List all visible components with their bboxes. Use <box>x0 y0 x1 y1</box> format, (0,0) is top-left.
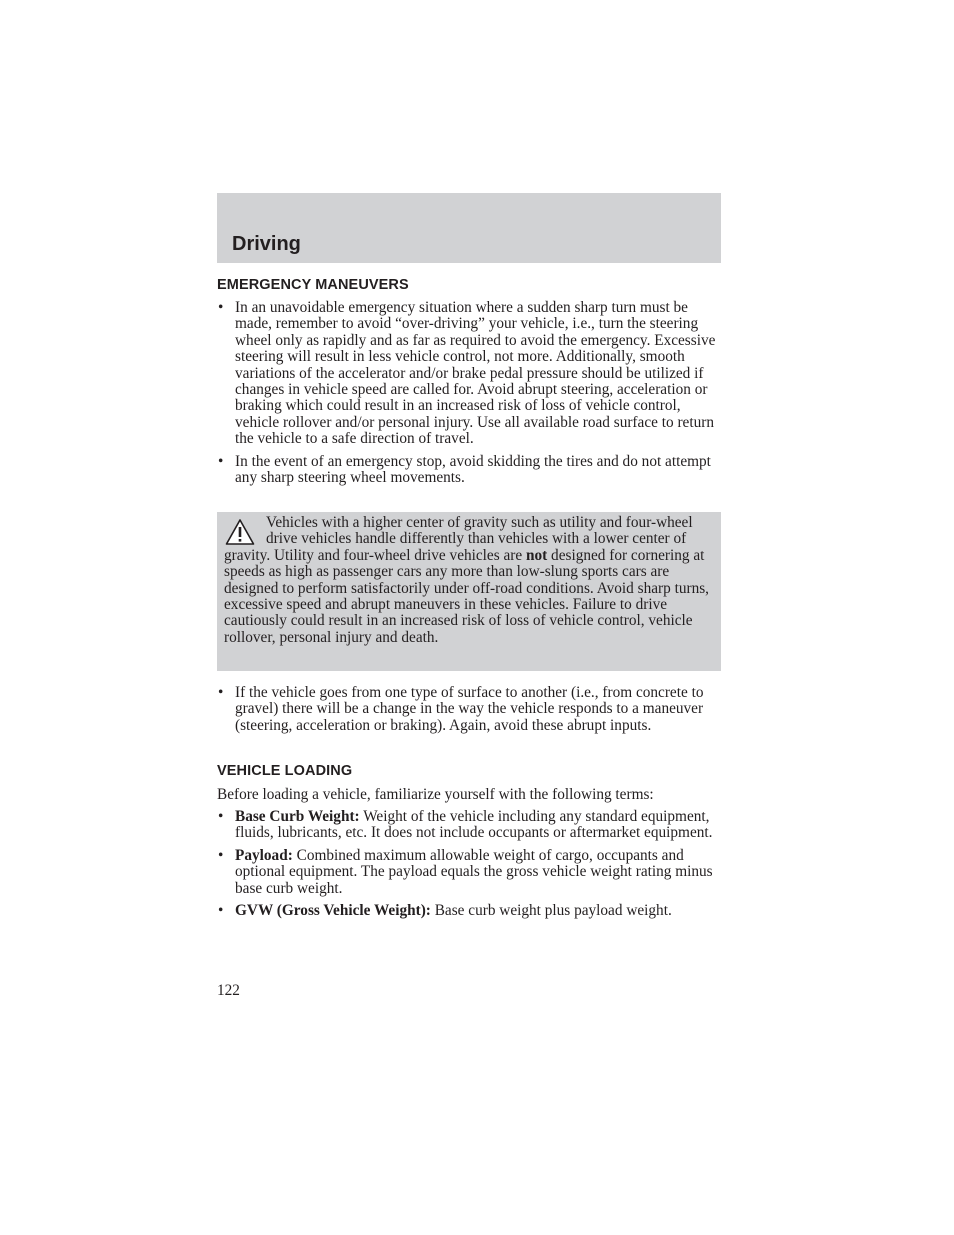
emergency-bullet-list <box>217 300 721 492</box>
vehicle-loading-heading: VEHICLE LOADING <box>217 763 353 779</box>
warning-text <box>224 515 714 646</box>
bullet-icon: • <box>218 299 224 316</box>
list-item-text: If the vehicle goes from one type of surface to another (i.e., from concrete to gravel) there will be a change in the way the vehicle responds to a maneuver (steering, acceleration or braking). Again, avoid these abrupt inputs. <box>235 684 704 734</box>
list-item <box>217 300 721 448</box>
chapter-header <box>217 193 721 263</box>
warning-text-part: designed for cornering at speeds as high as passenger cars any more than low-slung sports cars are designed to perform satisfactorily under off-road conditions. Avoid sharp turns, excessive speed and abrupt maneuvers in these vehicles. Failure to drive cautiously could result in an increased risk of loss of vehicle control, vehicle rollover, personal injury and death. <box>224 546 710 646</box>
bullet-icon: • <box>218 452 224 470</box>
warning-text-part: Vehicles with a higher center of gravity such as utility and four-wheel drive vehicles handle differently than vehicles with a lower center of gravity. Utility and four-wheel drive vehicles are <box>224 514 693 564</box>
bullet-icon: • <box>218 902 224 920</box>
term-label: Payload: <box>235 846 293 864</box>
bullet-icon: • <box>218 684 224 701</box>
list-item <box>217 685 721 734</box>
list-item <box>217 903 721 919</box>
chapter-title: Driving <box>232 233 301 255</box>
page-number: 122 <box>217 982 240 999</box>
warning-box <box>217 512 721 671</box>
term-definition: Combined maximum allowable weight of cargo, occupants and optional equipment. The payload equals the gross vehicle weight rating minus base curb weight. <box>235 846 713 897</box>
warning-emphasis: not <box>525 546 548 564</box>
list-item <box>217 848 721 897</box>
list-item-text: In the event of an emergency stop, avoid skidding the tires and do not attempt any sharp steering wheel movements. <box>235 452 711 487</box>
emergency-maneuvers-heading: EMERGENCY MANEUVERS <box>217 277 409 293</box>
loading-terms-list <box>217 809 721 925</box>
term-definition: Weight of the vehicle including any standard equipment, fluids, lubricants, etc. It does not include occupants or aftermarket equipment. <box>235 808 713 842</box>
term-label: Base Curb Weight: <box>235 808 360 825</box>
list-item <box>217 809 721 842</box>
bullet-icon: • <box>218 808 224 825</box>
surface-bullet-list <box>217 685 721 740</box>
term-definition: Base curb weight plus payload weight. <box>430 902 672 920</box>
list-item <box>217 454 721 487</box>
list-item-text: In an unavoidable emergency situation where a sudden sharp turn must be made, remember to avoid “over-driving” your vehicle, i.e., turn the steering wheel only as rapidly and as far as required to avoid the emergency. Excessive steering will result in less vehicle control, not more. Additionally, smooth variations of the accelerator and/or brake pedal pressure should be utilized if changes in vehicle speed are called for. Avoid abrupt steering, acceleration or braking which could result in an increased risk of loss of vehicle control, vehicle rollover and/or personal injury. Use all available road surface to return the vehicle to a safe direction of travel. <box>235 299 716 448</box>
loading-intro: Before loading a vehicle, familiarize yourself with the following terms: <box>217 786 654 803</box>
term-label: GVW (Gross Vehicle Weight): <box>235 902 431 920</box>
bullet-icon: • <box>218 846 224 864</box>
